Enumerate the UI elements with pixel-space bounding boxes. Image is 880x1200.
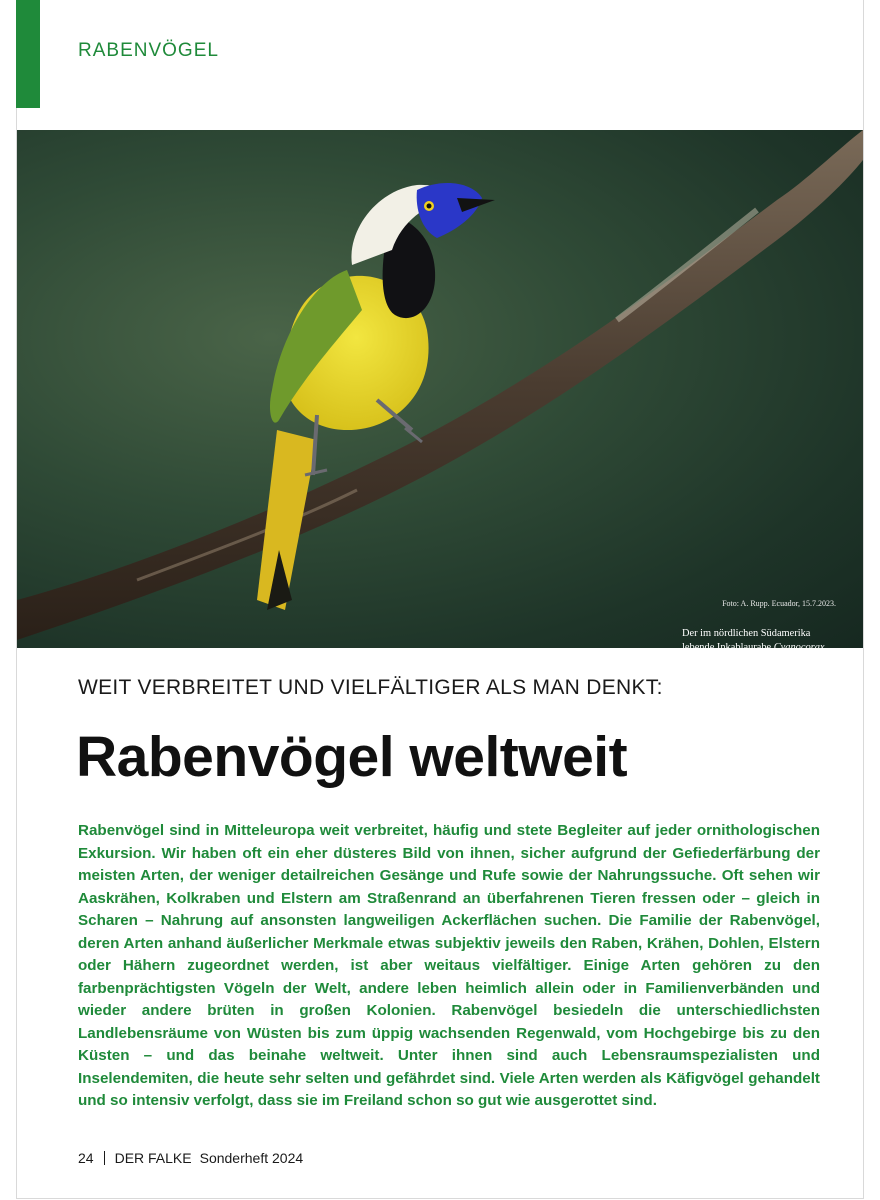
photo-credit: Foto: A. Rupp. Ecuador, 15.7.2023. (722, 599, 836, 608)
article-lead: Rabenvögel sind in Mitteleuropa weit verbreitet, häufig und stete Begleiter auf jeder ornithologischen Exkursion. Wir haben oft ein eher düsteres Bild von ihnen, sicher aufgrund der Gefiederfärbung der meisten Arten, der weniger detailreichen Gesänge und Rufe sowie der Nahrungssuche. Oft sehen wir Aaskrähen, Kolkraben und Elstern am Straßenrand an überfahrenen Tieren fressen oder – gleich in Scharen – Nahrung auf ansonsten langweiligen Ackerflächen suchen. Die Familie der Rabenvögel, deren Arten anhand äußerlicher Merkmale etwas subjektiv jeweils den Raben, Krähen, Dohlen, Elstern oder Hähern zugeordnet werden, ist aber weitaus vielfältiger. Einige Arten gehören zu den farbenprächtigsten Vögeln der Welt, andere leben heimlich allein oder in Familienverbänden und wieder andere brüten in großen Kolonien. Rabenvögel besiedeln die unterschiedlichsten Landlebensräume von Wüsten bis zum üppig wachsenden Regenwald, vom Hochgebirge bis zu den Küsten – und das beinahe weltweit. Unter ihnen sind auch Lebensraumspezialisten und Inselendemiten, die heute sehr selten und gefährdet sind. Viele Arten werden als Käfigvögel gehandelt und so intensiv verfolgt, dass sie im Freiland schon so gut wie ausgerottet sind. (78, 822, 820, 1109)
photo-caption (682, 627, 844, 727)
section-title: RABENVÖGEL (78, 40, 219, 61)
article-kicker: WEIT VERBREITET UND VIELFÄLTIGER ALS MAN DENKT: (78, 676, 663, 699)
issue-name: Sonderheft 2024 (199, 1150, 304, 1166)
article-title: Rabenvögel weltweit (76, 725, 628, 789)
page-number: 24 (78, 1150, 94, 1166)
footer-divider (104, 1151, 105, 1165)
caption-text-continued: gehört zu den farbenprächtigsten Rabenvögeln und ist ein Bewohner tropischer und subtropischer Wälder bis zu einer Höhe von circa 2200 m. (682, 656, 835, 725)
section-color-bar (16, 0, 40, 108)
caption-text: Der im nördlichen Südamerika lebende Inkablaurabe (682, 628, 811, 654)
bird-illustration (17, 130, 863, 648)
magazine-name: DER FALKE (114, 1150, 192, 1166)
page-footer (78, 1150, 303, 1166)
caption-species: Cyanocorax yncas (682, 642, 825, 668)
